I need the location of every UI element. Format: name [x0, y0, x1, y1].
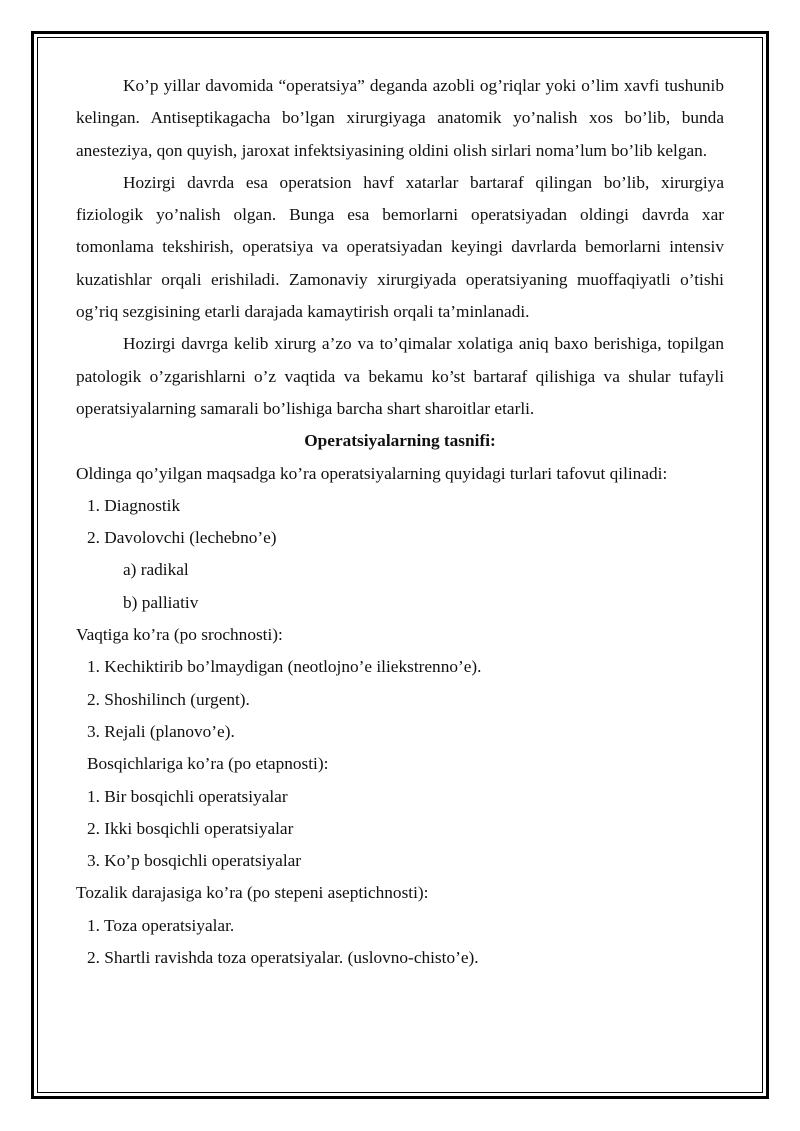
category-heading: Vaqtiga ko’ra (po srochnosti):: [76, 625, 283, 645]
paragraph-intro: Ko’p yillar davomida “operatsiya” deganda azobli og’riqlar yoki o’lim xavfi tushunib kelingan. Antiseptikagacha bo’lgan xirurgiyaga anatomik yo’nalish xos bo’lib, bunda anesteziya, qon quyish, jaroxat infektsiyasining oldini olish sirlari noma’lum bo’lib kelgan.: [76, 76, 724, 160]
paragraph-conditions: Hozirgi davrga kelib xirurg a’zo va to’qimalar xolatiga aniq baxo berishiga, topilgan patologik o’zgarishlarni o’z vaqtida va bekamu ko’st bartaraf qilishiga va shular tufayli operatsiyalarning samarali bo’lishiga barcha shart sharoitlar etarli.: [76, 334, 724, 418]
list-item: 2. Davolovchi (lechebno’e): [87, 528, 277, 548]
list-item: 2. Shoshilinch (urgent).: [87, 689, 250, 709]
paragraph-modern-surgery: Hozirgi davrda esa operatsion havf xatarlar bartaraf qilingan bo’lib, xirurgiya fiziologik yo’nalish olgan. Bunga esa bemorlarni operatsiyadan oldingi davrda xar tomonlama tekshirish, operatsiya va operatsiyadan keyingi davrlarda bemorlarni intensiv kuzatishlar orqali erishiladi. Zamonaviy xirurgiyada operatsiyaning muoffaqiyatli o’tishi og’riq sezgisining etarli darajada kamaytirish orqali ta’minlanadi.: [76, 172, 724, 322]
list-item: 2. Ikki bosqichli operatsiyalar: [87, 818, 294, 838]
classification-intro: Oldinga qo’yilgan maqsadga ko’ra operatsiyalarning quyidagi turlari tafovut qilinadi:: [76, 463, 668, 483]
list-item: 1. Bir bosqichli operatsiyalar: [87, 786, 288, 806]
document-body: [76, 70, 724, 974]
list-item: 1. Toza operatsiyalar.: [87, 915, 235, 935]
list-item: 2. Shartli ravishda toza operatsiyalar. (uslovno-chisto’e).: [87, 948, 479, 968]
category-heading: Tozalik darajasiga ko’ra (po stepeni aseptichnosti):: [76, 883, 429, 903]
list-item: 3. Rejali (planovo’e).: [87, 721, 235, 741]
list-item: 3. Ko’p bosqichli operatsiyalar: [87, 851, 302, 871]
category-heading: Bosqichlariga ko’ra (po etapnosti):: [87, 754, 329, 774]
sub-list-item: a) radikal: [123, 560, 189, 580]
list-item: 1. Diagnostik: [87, 495, 181, 515]
sub-list-item: b) palliativ: [123, 592, 199, 612]
section-heading: Operatsiyalarning tasnifi:: [304, 431, 496, 451]
list-item: 1. Kechiktirib bo’lmaydigan (neotlojno’e iliekstrenno’e).: [87, 657, 482, 677]
